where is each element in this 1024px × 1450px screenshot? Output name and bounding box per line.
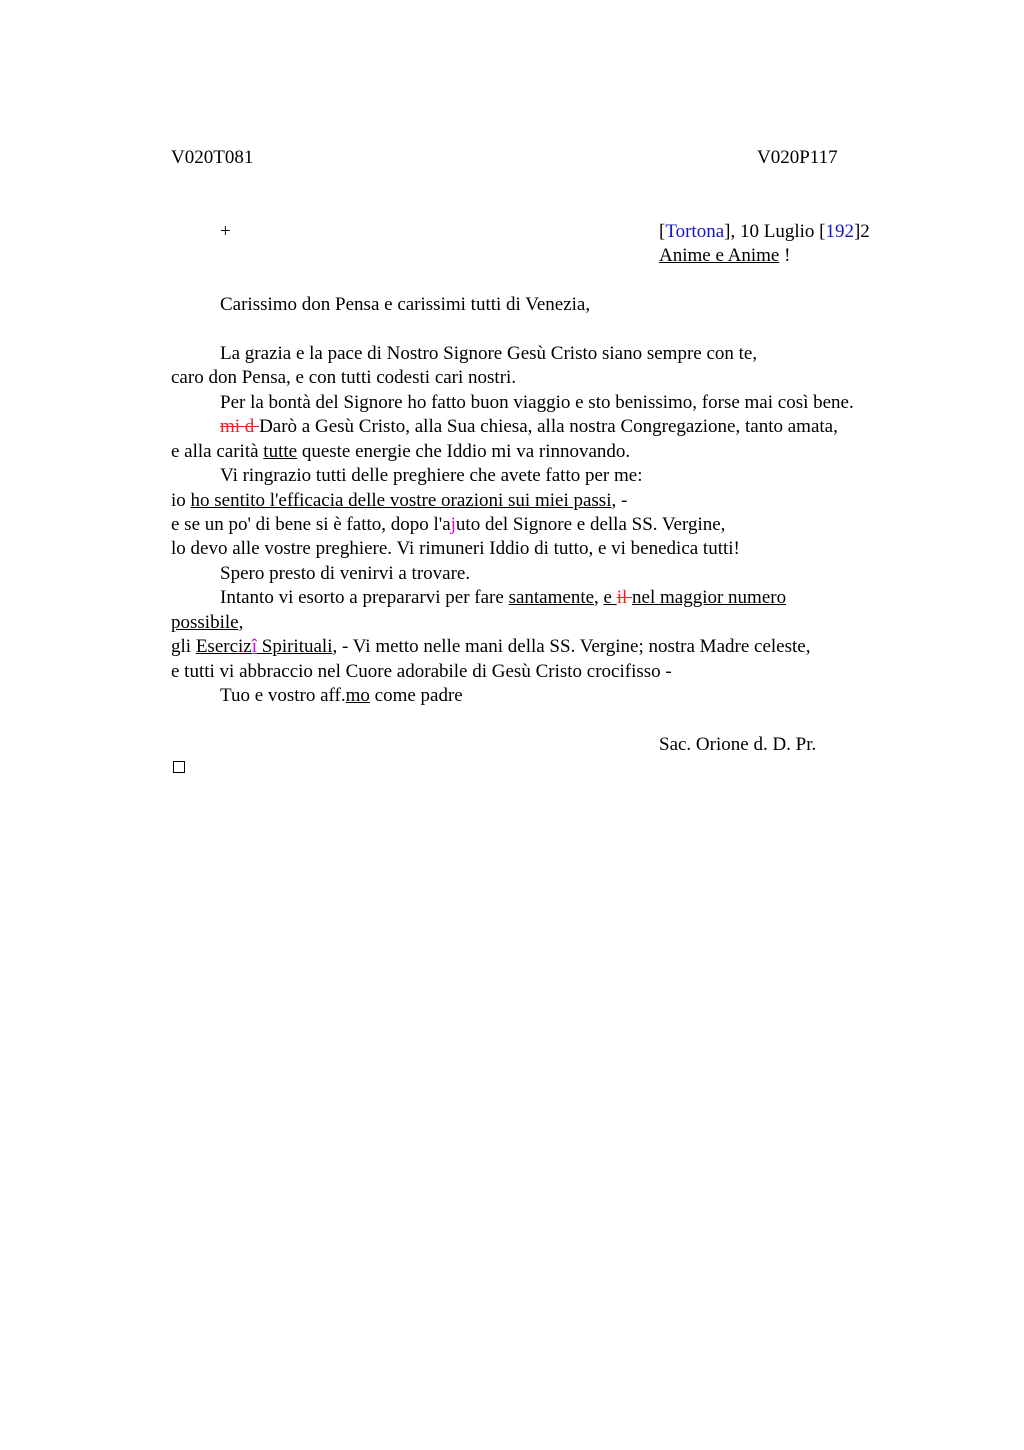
correction-letter: î [251,636,257,657]
body-line: e alla carità tutte queste energie che Iddio mi va rinnovando. [171,441,631,462]
year-editorial: 192 [825,221,854,242]
body-line: Intanto vi esorto a prepararvi per fare santamente, e il nel maggior numero [220,587,787,608]
body-line: Vi ringrazio tutti delle preghiere che avete fatto per me: [220,465,643,486]
motto: Anime e Anime ! [659,245,791,266]
body-line: Per la bontà del Signore ho fatto buon viaggio e sto benissimo, forse mai così bene. [220,392,854,413]
place-editorial: Tortona [665,221,725,242]
cross-symbol: + [220,221,231,242]
end-marker-box [173,761,185,773]
body-line: possibile, [171,612,244,633]
body-line: io ho sentito l'efficacia delle vostre orazioni sui miei passi, - [171,490,628,511]
date-line: [Tortona], 10 Luglio [192]2 [659,221,870,242]
deleted-text: mi d [220,416,260,437]
body-line: La grazia e la pace di Nostro Signore Gesù Cristo siano sempre con te, [220,343,758,364]
document-code-left: V020T081 [171,147,254,168]
body-line: mi d Darò a Gesù Cristo, alla Sua chiesa, alla nostra Congregazione, tanto amata, [220,416,838,437]
closing-line: Tuo e vostro aff.mo come padre [220,685,463,706]
body-line: Spero presto di venirvi a trovare. [220,563,471,584]
body-line: e tutti vi abbraccio nel Cuore adorabile di Gesù Cristo crocifisso - [171,661,672,682]
body-line: lo devo alle vostre preghiere. Vi rimuneri Iddio di tutto, e vi benedica tutti! [171,538,740,559]
correction-letter: j [450,514,456,535]
body-line: gli Esercizî Spirituali, - Vi metto nelle mani della SS. Vergine; nostra Madre celeste, [171,636,811,657]
body-line: caro don Pensa, e con tutti codesti cari nostri. [171,367,517,388]
salutation: Carissimo don Pensa e carissimi tutti di Venezia, [220,294,591,315]
body-line: e se un po' di bene si è fatto, dopo l'ajuto del Signore e della SS. Vergine, [171,514,726,535]
deleted-text: il [616,587,633,608]
document-code-right: V020P117 [757,147,838,168]
signature: Sac. Orione d. D. Pr. [659,734,817,755]
